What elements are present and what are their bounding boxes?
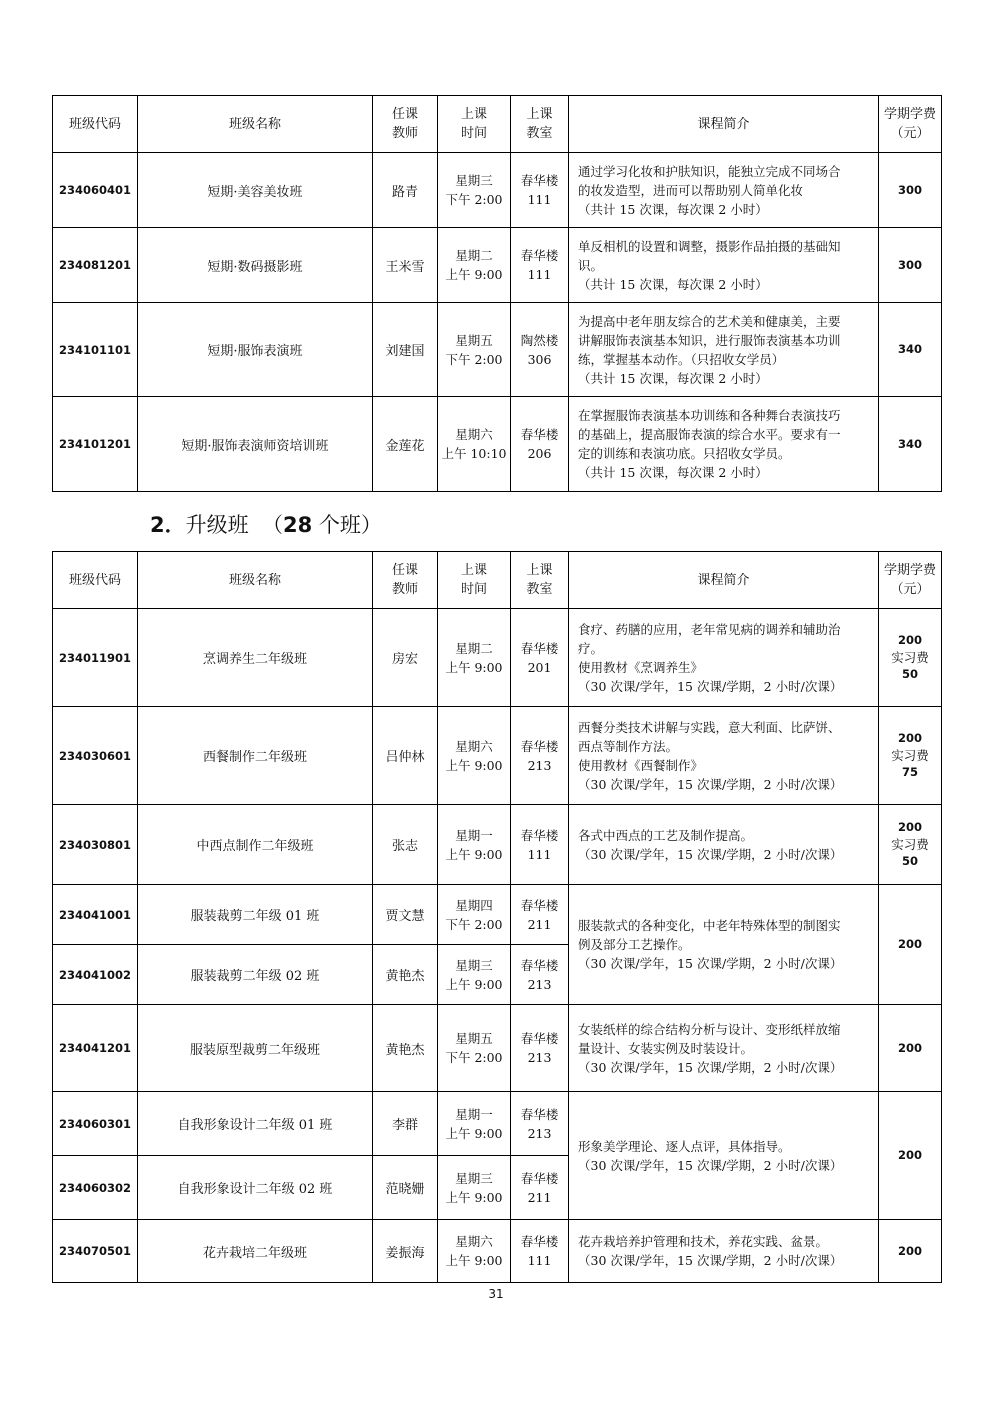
- tuition-fee: 200 实习费 50: [879, 805, 942, 885]
- header-desc: 课程简介: [569, 552, 879, 609]
- section-number: 2．: [150, 513, 186, 537]
- tuition-fee: 200: [879, 885, 942, 1005]
- course-description: 形象美学理论、逐人点评，具体指导。 （30 次课/学年，15 次课/学期，2 小时/次课）: [569, 1092, 879, 1220]
- class-name: 短期·美容美妆班: [138, 153, 373, 228]
- header-teacher: 任课 教师: [373, 552, 438, 609]
- class-time: 星期四 下午 2:00: [438, 885, 511, 945]
- tuition-fee: 300: [879, 228, 942, 303]
- class-time: 星期六 上午 9:00: [438, 707, 511, 805]
- class-code: 234060401: [53, 153, 138, 228]
- teacher-name: 吕仲林: [373, 707, 438, 805]
- table-row: [53, 707, 942, 805]
- tuition-fee: 200: [879, 1005, 942, 1092]
- page-number: 31: [488, 1287, 504, 1301]
- class-time: 星期二 上午 9:00: [438, 228, 511, 303]
- course-table-upgrade: [52, 551, 942, 1283]
- table-row: [53, 228, 942, 303]
- class-name: 烹调养生二年级班: [138, 609, 373, 707]
- classroom: 春华楼 213: [511, 945, 569, 1005]
- classroom: 春华楼 111: [511, 228, 569, 303]
- teacher-name: 王米雪: [373, 228, 438, 303]
- header-desc: 课程简介: [569, 96, 879, 153]
- classroom: 陶然楼 306: [511, 303, 569, 397]
- teacher-name: 李群: [373, 1092, 438, 1156]
- section-title-text: 升级班: [185, 513, 249, 537]
- teacher-name: 金莲花: [373, 397, 438, 492]
- class-name: 自我形象设计二年级 01 班: [138, 1092, 373, 1156]
- tuition-fee: 200: [879, 1092, 942, 1220]
- class-name: 中西点制作二年级班: [138, 805, 373, 885]
- class-name: 西餐制作二年级班: [138, 707, 373, 805]
- class-code: 234011901: [53, 609, 138, 707]
- teacher-name: 刘建国: [373, 303, 438, 397]
- tuition-fee: 340: [879, 397, 942, 492]
- class-name: 服装裁剪二年级 02 班: [138, 945, 373, 1005]
- class-code: 234060302: [53, 1156, 138, 1220]
- header-fee: 学期学费 （元）: [879, 552, 942, 609]
- course-description: 花卉栽培养护管理和技术，养花实践、盆景。 （30 次课/学年，15 次课/学期，2 小时/次课）: [569, 1220, 879, 1283]
- tuition-fee: 300: [879, 153, 942, 228]
- class-code: 234101101: [53, 303, 138, 397]
- course-description: 西餐分类技术讲解与实践，意大利面、比萨饼、 西点等制作方法。 使用教材《西餐制作》 （30 次课/学年，15 次课/学期，2 小时/次课）: [569, 707, 879, 805]
- class-code: 234041201: [53, 1005, 138, 1092]
- teacher-name: 范晓姗: [373, 1156, 438, 1220]
- teacher-name: 房宏: [373, 609, 438, 707]
- course-table-short: [52, 95, 942, 492]
- course-description: 单反相机的设置和调整，摄影作品拍摄的基础知 识。 （共计 15 次课，每次课 2 小时）: [569, 228, 879, 303]
- table-header-row: [53, 552, 942, 609]
- class-code: 234070501: [53, 1220, 138, 1283]
- class-time: 星期三 上午 9:00: [438, 945, 511, 1005]
- course-description: 为提高中老年朋友综合的艺术美和健康美，主要 讲解服饰表演基本知识，进行服饰表演基本功训 练，掌握基本动作。（只招收女学员） （共计 15 次课，每次课 2 小时）: [569, 303, 879, 397]
- class-time: 星期一 上午 9:00: [438, 1092, 511, 1156]
- header-time: 上课 时间: [438, 96, 511, 153]
- class-time: 星期五 下午 2:00: [438, 1005, 511, 1092]
- table-row: [53, 1220, 942, 1283]
- classroom: 春华楼 213: [511, 707, 569, 805]
- class-name: 短期·数码摄影班: [138, 228, 373, 303]
- class-time: 星期六 上午 9:00: [438, 1220, 511, 1283]
- teacher-name: 贾文慧: [373, 885, 438, 945]
- class-name: 服装裁剪二年级 01 班: [138, 885, 373, 945]
- table-row: [53, 1005, 942, 1092]
- table-row: [53, 397, 942, 492]
- classroom: 春华楼 111: [511, 153, 569, 228]
- class-code: 234060301: [53, 1092, 138, 1156]
- tuition-fee: 200 实习费 50: [879, 609, 942, 707]
- class-code: 234101201: [53, 397, 138, 492]
- section-count-close: 个班）: [318, 513, 382, 537]
- class-code: 234041001: [53, 885, 138, 945]
- teacher-name: 路青: [373, 153, 438, 228]
- course-description: 服装款式的各种变化，中老年特殊体型的制图实 例及部分工艺操作。 （30 次课/学年，15 次课/学期，2 小时/次课）: [569, 885, 879, 1005]
- class-time: 星期三 下午 2:00: [438, 153, 511, 228]
- class-name: 短期·服饰表演师资培训班: [138, 397, 373, 492]
- teacher-name: 姜振海: [373, 1220, 438, 1283]
- class-code: 234041002: [53, 945, 138, 1005]
- classroom: 春华楼 211: [511, 885, 569, 945]
- classroom: 春华楼 211: [511, 1156, 569, 1220]
- table-row: [53, 1092, 942, 1156]
- class-time: 星期六 上午 10:10: [438, 397, 511, 492]
- class-code: 234030601: [53, 707, 138, 805]
- table-header-row: [53, 96, 942, 153]
- classroom: 春华楼 111: [511, 805, 569, 885]
- table-row: [53, 303, 942, 397]
- class-name: 自我形象设计二年级 02 班: [138, 1156, 373, 1220]
- header-code: 班级代码: [53, 96, 138, 153]
- header-fee: 学期学费 （元）: [879, 96, 942, 153]
- class-time: 星期三 上午 9:00: [438, 1156, 511, 1220]
- classroom: 春华楼 111: [511, 1220, 569, 1283]
- section-heading: [150, 510, 382, 540]
- section-count-open: （: [261, 513, 283, 537]
- teacher-name: 黄艳杰: [373, 945, 438, 1005]
- classroom: 春华楼 201: [511, 609, 569, 707]
- classroom: 春华楼 206: [511, 397, 569, 492]
- tuition-fee: 340: [879, 303, 942, 397]
- course-description: 通过学习化妆和护肤知识，能独立完成不同场合 的妆发造型，进而可以帮助别人简单化妆 （共计 15 次课，每次课 2 小时）: [569, 153, 879, 228]
- section-count: 28: [282, 513, 313, 537]
- class-time: 星期一 上午 9:00: [438, 805, 511, 885]
- header-code: 班级代码: [53, 552, 138, 609]
- header-room: 上课 教室: [511, 96, 569, 153]
- class-name: 短期·服饰表演班: [138, 303, 373, 397]
- teacher-name: 黄艳杰: [373, 1005, 438, 1092]
- teacher-name: 张志: [373, 805, 438, 885]
- class-code: 234030801: [53, 805, 138, 885]
- header-room: 上课 教室: [511, 552, 569, 609]
- class-time: 星期二 上午 9:00: [438, 609, 511, 707]
- header-name: 班级名称: [138, 552, 373, 609]
- table-row: [53, 805, 942, 885]
- course-description: 各式中西点的工艺及制作提高。 （30 次课/学年，15 次课/学期，2 小时/次课）: [569, 805, 879, 885]
- course-description: 在掌握服饰表演基本功训练和各种舞台表演技巧 的基础上，提高服饰表演的综合水平。要求有一 定的训练和表演功底。只招收女学员。 （共计 15 次课，每次课 2 小时）: [569, 397, 879, 492]
- header-name: 班级名称: [138, 96, 373, 153]
- tuition-fee: 200: [879, 1220, 942, 1283]
- tuition-fee: 200 实习费 75: [879, 707, 942, 805]
- class-name: 花卉栽培二年级班: [138, 1220, 373, 1283]
- classroom: 春华楼 213: [511, 1005, 569, 1092]
- table-row: [53, 885, 942, 945]
- course-description: 女装纸样的综合结构分析与设计、变形纸样放缩 量设计、女装实例及时装设计。 （30 次课/学年，15 次课/学期，2 小时/次课）: [569, 1005, 879, 1092]
- class-code: 234081201: [53, 228, 138, 303]
- class-name: 服装原型裁剪二年级班: [138, 1005, 373, 1092]
- table-row: [53, 153, 942, 228]
- class-time: 星期五 下午 2:00: [438, 303, 511, 397]
- classroom: 春华楼 213: [511, 1092, 569, 1156]
- header-teacher: 任课 教师: [373, 96, 438, 153]
- table-row: [53, 609, 942, 707]
- course-description: 食疗、药膳的应用，老年常见病的调养和辅助治 疗。 使用教材《烹调养生》 （30 次课/学年，15 次课/学期，2 小时/次课）: [569, 609, 879, 707]
- header-time: 上课 时间: [438, 552, 511, 609]
